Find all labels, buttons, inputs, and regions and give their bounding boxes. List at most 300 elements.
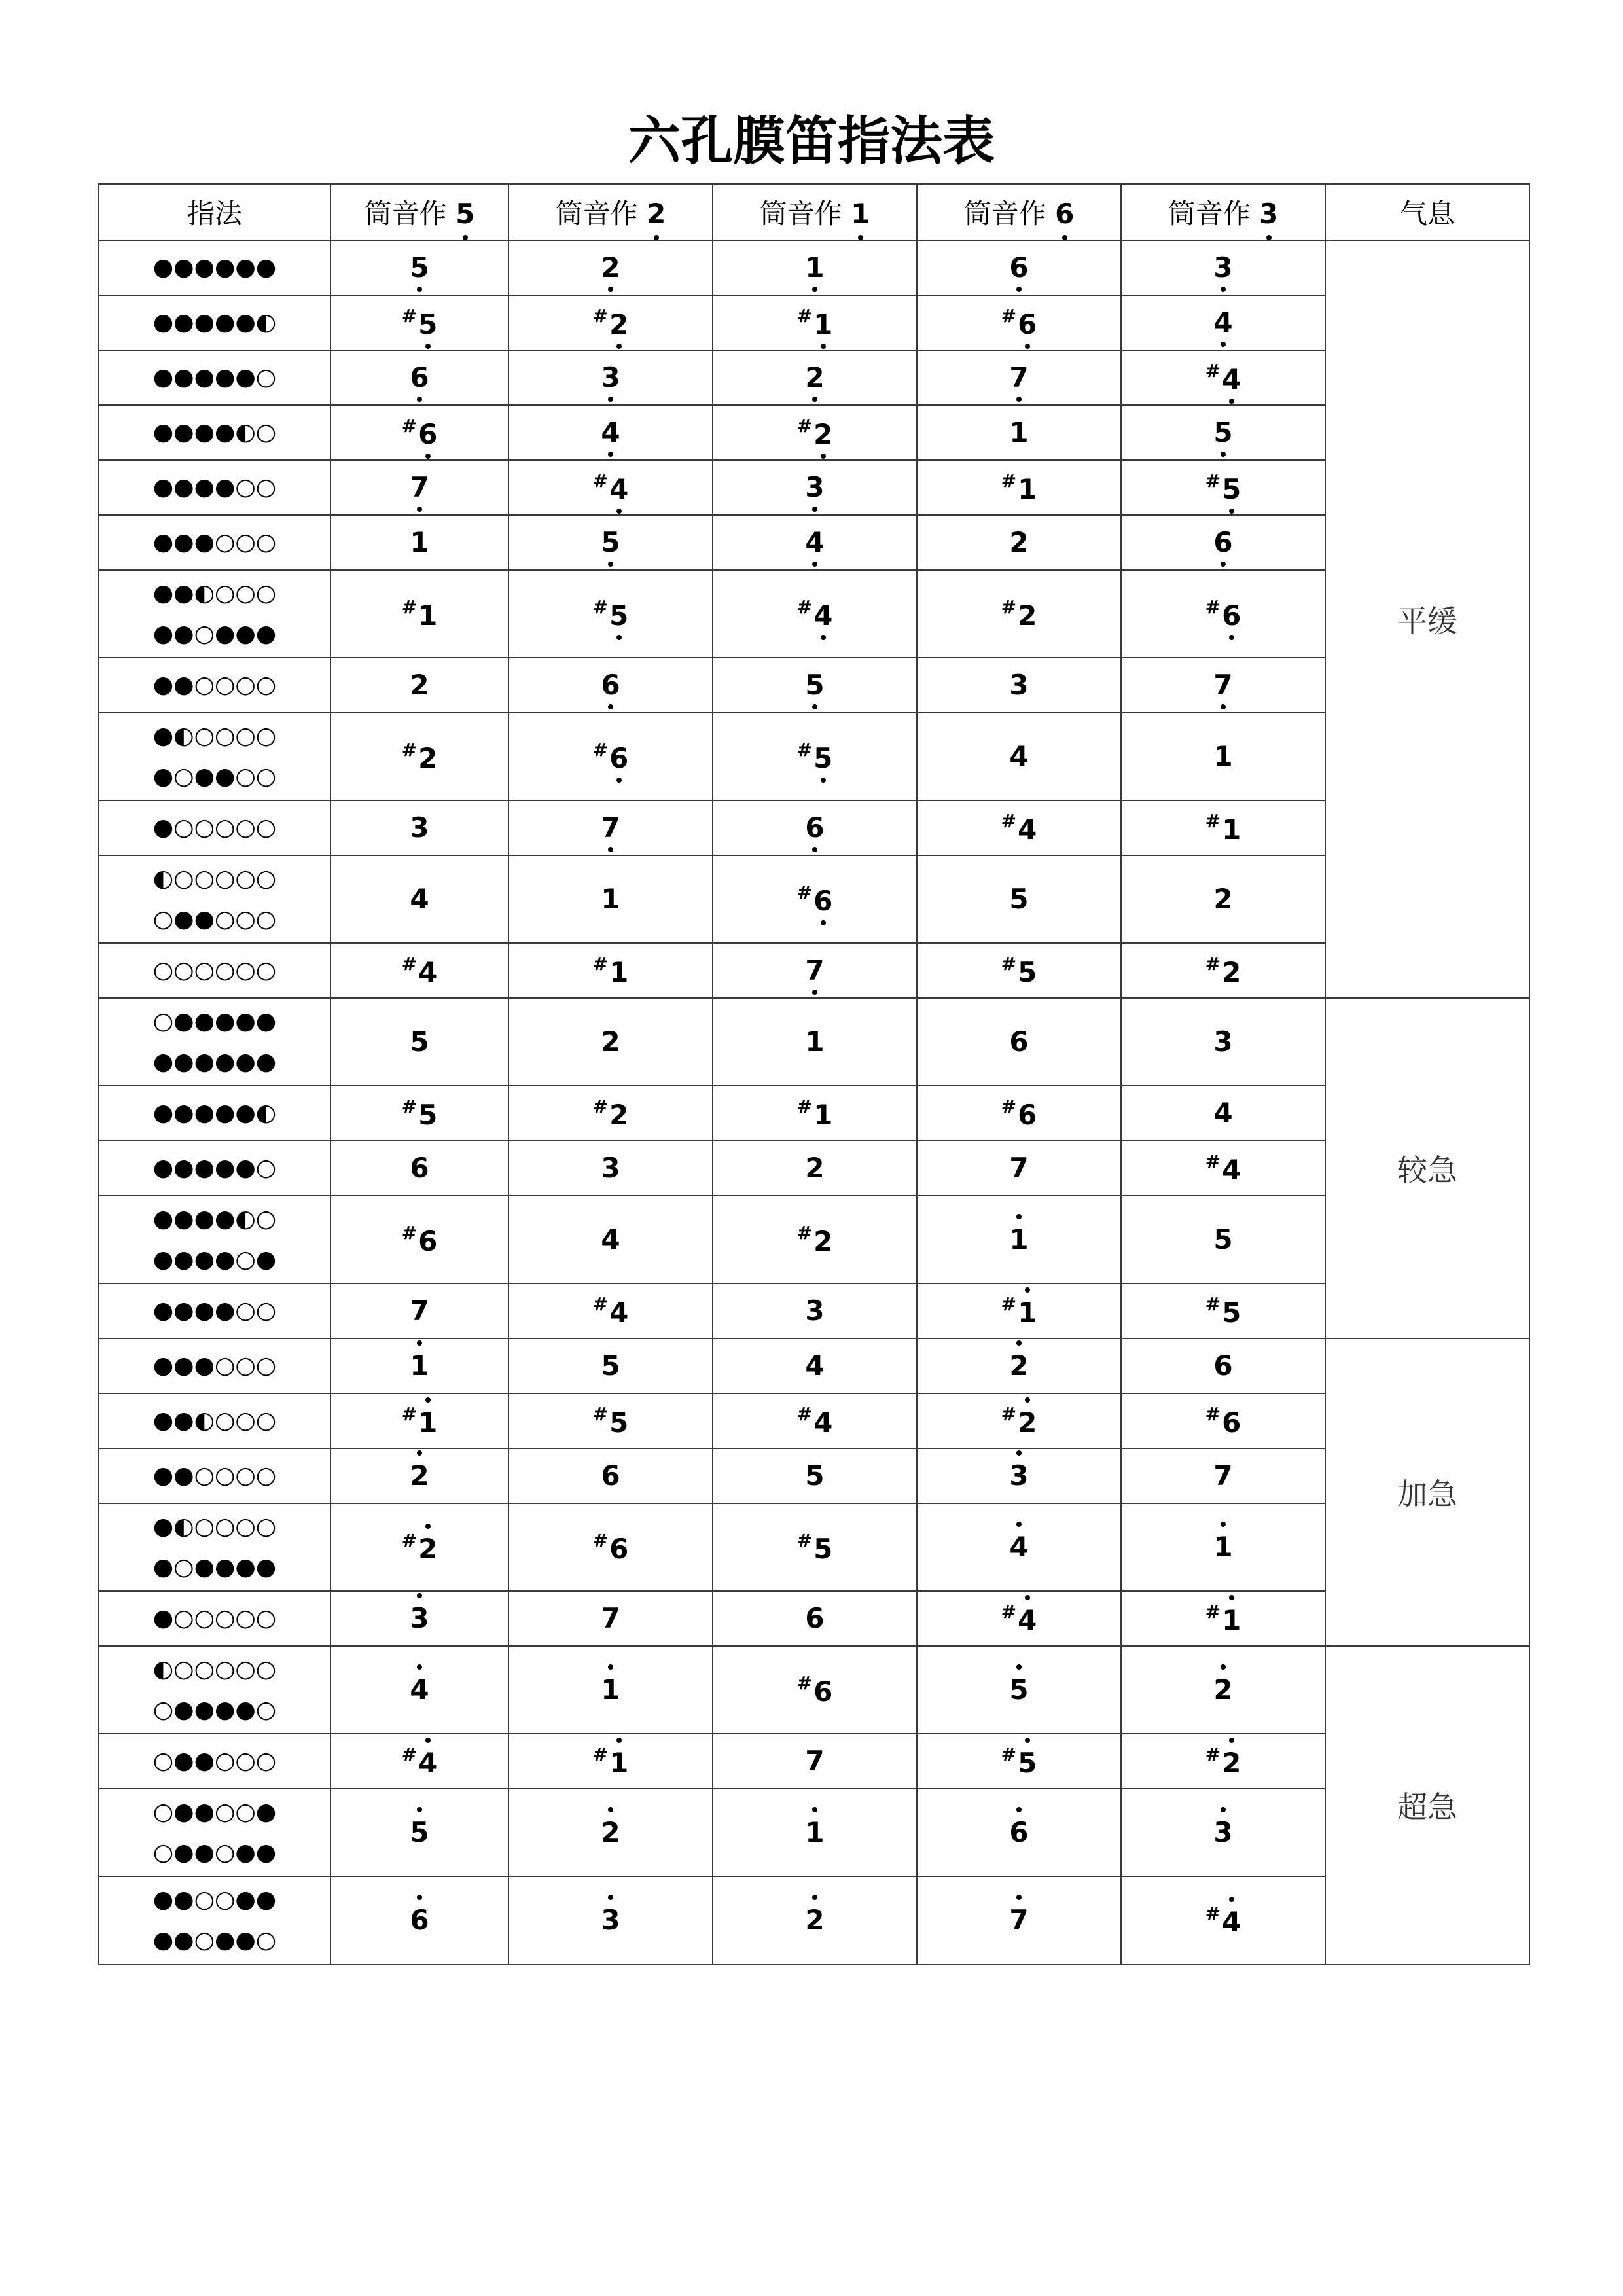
header-note-digit: 1 (851, 198, 870, 230)
note (1205, 812, 1241, 844)
note-digit: 3 (805, 1295, 825, 1327)
note (1009, 416, 1029, 448)
note (410, 669, 429, 701)
note-digit: 6 (609, 1533, 629, 1565)
note-digit: 2 (813, 1225, 833, 1257)
note-digit: 5 (418, 308, 438, 340)
note-cell (330, 240, 508, 295)
header-row (99, 184, 1529, 240)
note (1001, 307, 1037, 338)
note-digit: 2 (601, 1026, 620, 1058)
note-cell (508, 1646, 713, 1734)
sharp-sign: # (1205, 1403, 1221, 1425)
note-cell (713, 998, 917, 1086)
note-digit: 2 (609, 308, 629, 340)
note-cell (713, 1141, 917, 1196)
note (1009, 526, 1029, 558)
table-row (99, 1503, 1529, 1591)
fingering-cell (99, 1141, 330, 1196)
note-digit: 5 (410, 1816, 429, 1848)
note-digit: 6 (609, 742, 629, 774)
fingering-cell (99, 998, 330, 1086)
note-cell (1121, 658, 1325, 713)
note (805, 1745, 825, 1777)
note-cell (713, 658, 917, 713)
note-digit: 6 (418, 418, 438, 450)
note (402, 1224, 438, 1255)
fingering-cell (99, 1393, 330, 1448)
note-digit: 6 (1213, 1350, 1233, 1382)
note (1213, 526, 1233, 558)
header-key-1 (330, 184, 508, 240)
note-digit: 5 (1009, 883, 1029, 915)
note-digit: 6 (1222, 1407, 1241, 1439)
hole-pattern: ◐○○○○○ (152, 865, 277, 892)
sharp-sign: # (796, 1672, 813, 1694)
note (601, 251, 620, 283)
fingering-cell (99, 1448, 330, 1503)
note-digit: 6 (601, 669, 620, 701)
note-cell (1121, 1393, 1325, 1448)
note-cell (713, 405, 917, 460)
note-cell (1121, 1789, 1325, 1876)
note-digit: 1 (1213, 740, 1233, 772)
note-digit: 6 (410, 1152, 429, 1184)
note-cell (713, 460, 917, 515)
breath-cell: 平缓 (1325, 240, 1529, 998)
table-row (99, 855, 1529, 943)
note-digit: 7 (1009, 1904, 1029, 1936)
note-digit: 2 (601, 1816, 620, 1848)
note-digit: 6 (1018, 308, 1037, 340)
note-cell (330, 1789, 508, 1876)
hole-pattern: ○●●○○○ (152, 906, 277, 933)
note (601, 1676, 620, 1704)
table-row (99, 1086, 1529, 1141)
note-cell (1121, 1141, 1325, 1196)
hole-pattern: ●●●●●◐ (152, 1100, 277, 1126)
table-row (99, 800, 1529, 855)
note-cell (713, 1338, 917, 1393)
hole-pattern: ○●●●●○ (152, 1696, 277, 1723)
fingering-cell (99, 943, 330, 998)
hole-pattern: ●●●●◐○ (152, 1206, 277, 1232)
note-digit: 5 (1222, 473, 1241, 505)
note-digit: 5 (410, 1026, 429, 1058)
sharp-sign: # (1001, 953, 1017, 975)
note-digit: 7 (1009, 361, 1029, 393)
sharp-sign: # (592, 305, 609, 327)
note (410, 1352, 429, 1380)
note (410, 883, 429, 915)
note-cell (917, 570, 1121, 658)
fingering-cell (99, 1086, 330, 1141)
note-digit: 5 (1213, 1223, 1233, 1255)
note (1213, 251, 1233, 283)
fingering-cell (99, 570, 330, 658)
note-cell (917, 1086, 1121, 1141)
note-digit: 1 (813, 1099, 833, 1131)
hole-pattern: ●●●●◐○ (152, 419, 277, 446)
hole-pattern: ◐○○○○○ (152, 1656, 277, 1683)
note (1205, 1405, 1241, 1437)
note (1009, 1223, 1029, 1255)
hole-pattern: ●●●●●● (152, 254, 277, 281)
sharp-sign: # (401, 596, 418, 618)
note-cell (330, 570, 508, 658)
hole-pattern: ●●●●●● (152, 1049, 277, 1075)
note-cell (713, 1086, 917, 1141)
table-row (99, 1646, 1529, 1734)
sharp-sign: # (401, 305, 418, 327)
hole-pattern: ●●●●○○ (152, 1297, 277, 1324)
note (1001, 1295, 1037, 1327)
fingering-cell (99, 350, 330, 405)
note-digit: 5 (1222, 1297, 1241, 1329)
note (1213, 1462, 1232, 1490)
header-breath (1325, 184, 1529, 240)
header-note-digit: 3 (1259, 198, 1279, 230)
note-digit: 1 (1018, 1297, 1037, 1329)
note-digit: 3 (410, 1602, 429, 1634)
note (1213, 416, 1233, 448)
note (1009, 1028, 1028, 1056)
note (402, 1532, 438, 1563)
note (410, 1904, 429, 1936)
table-row (99, 405, 1529, 460)
note (797, 741, 833, 772)
note (1001, 472, 1037, 503)
note (797, 884, 833, 915)
note-digit: 7 (410, 1295, 429, 1327)
note (593, 1405, 629, 1437)
hole-pattern: ●○●●○○ (152, 763, 277, 790)
sharp-sign: # (1205, 360, 1221, 382)
note-cell (1121, 1876, 1325, 1964)
note-cell (713, 350, 917, 405)
sharp-sign: # (592, 739, 609, 761)
note-cell (330, 1393, 508, 1448)
note-digit: 7 (805, 1745, 825, 1777)
note-digit: 1 (1018, 473, 1037, 505)
note-cell (1121, 1646, 1325, 1734)
note (593, 741, 629, 772)
note-cell (713, 240, 917, 295)
note (797, 598, 833, 630)
note-digit: 2 (1222, 956, 1241, 988)
note-cell (713, 295, 917, 350)
hole-pattern: ●○○○○○ (152, 1605, 277, 1632)
note-digit: 6 (1222, 600, 1241, 632)
note-digit: 3 (601, 1904, 620, 1936)
note (402, 598, 438, 630)
table-row (99, 1789, 1529, 1876)
note-digit: 1 (1222, 1604, 1241, 1636)
note-digit: 3 (805, 471, 825, 503)
note-cell (1121, 1086, 1325, 1141)
sharp-sign: # (401, 415, 418, 437)
note-cell (713, 1734, 917, 1789)
note (1205, 362, 1241, 393)
note (797, 1405, 833, 1437)
note-digit: 5 (609, 600, 629, 632)
sharp-sign: # (1001, 1293, 1017, 1315)
note (805, 1462, 824, 1490)
note-digit: 1 (601, 1674, 620, 1706)
fingering-cell (99, 1283, 330, 1338)
note-cell (330, 1086, 508, 1141)
hole-pattern: ●○○○○○ (152, 814, 277, 841)
note (805, 1816, 825, 1848)
hole-pattern: ●●●●●◐ (152, 309, 277, 336)
note (1001, 598, 1037, 630)
hole-pattern: ●●○●●○ (152, 1927, 277, 1954)
hole-pattern: ○●●○●● (152, 1839, 277, 1866)
note (601, 416, 620, 448)
header-note-digit: 5 (455, 198, 475, 230)
note (593, 307, 629, 338)
sharp-sign: # (1001, 1601, 1017, 1623)
hole-pattern: ●●●●●○ (152, 1155, 277, 1181)
note-cell (917, 240, 1121, 295)
note-cell (330, 855, 508, 943)
sharp-sign: # (1205, 1601, 1221, 1623)
note-cell (330, 515, 508, 570)
header-note-digit: 6 (1055, 198, 1075, 230)
sharp-sign: # (592, 953, 609, 975)
table-row (99, 1448, 1529, 1503)
sharp-sign: # (1205, 1744, 1221, 1765)
fingering-cell (99, 1503, 330, 1591)
note-digit: 4 (1009, 740, 1029, 772)
note-digit: 4 (1222, 1154, 1241, 1186)
sharp-sign: # (796, 1403, 813, 1425)
note-cell (508, 405, 713, 460)
note-digit: 4 (1213, 306, 1233, 338)
header-note-digit: 2 (647, 198, 666, 230)
header-label: 筒音作 (963, 198, 1046, 230)
note-digit: 3 (1213, 1816, 1233, 1848)
note (410, 1028, 429, 1056)
note-cell (917, 1734, 1121, 1789)
note (1205, 1746, 1241, 1777)
fingering-cell (99, 800, 330, 855)
note-digit: 6 (410, 361, 429, 393)
note-cell (330, 1196, 508, 1283)
note-cell (713, 1591, 917, 1646)
note (1213, 1097, 1233, 1129)
note-digit: 5 (1213, 416, 1233, 448)
note-digit: 4 (418, 956, 438, 988)
header-note (1055, 198, 1074, 230)
note-digit: 2 (410, 1460, 429, 1492)
header-label: 气息 (1399, 198, 1455, 230)
note-digit: 3 (601, 1152, 620, 1184)
note (593, 1532, 629, 1563)
note-digit: 1 (1009, 416, 1029, 448)
header-label: 指法 (187, 198, 242, 230)
sharp-sign: # (592, 1744, 609, 1765)
sharp-sign: # (796, 739, 813, 761)
header-label: 筒音作 (555, 198, 638, 230)
note (593, 472, 629, 503)
fingering-cell (99, 240, 330, 295)
note-cell (330, 350, 508, 405)
table-row (99, 515, 1529, 570)
note-cell (508, 1876, 713, 1964)
note-cell (508, 800, 713, 855)
sharp-sign: # (401, 739, 418, 761)
header-key-2 (508, 184, 713, 240)
note-digit: 1 (1213, 1531, 1233, 1563)
note-cell (508, 515, 713, 570)
sharp-sign: # (1001, 1403, 1017, 1425)
note (1205, 598, 1241, 630)
note-digit: 2 (1009, 526, 1029, 558)
note-cell (917, 800, 1121, 855)
note-cell (1121, 240, 1325, 295)
note-digit: 6 (813, 885, 833, 917)
note-cell (330, 1734, 508, 1789)
note-digit: 5 (813, 1533, 833, 1565)
note (593, 955, 629, 986)
note-cell (330, 1283, 508, 1338)
hole-pattern: ○●●○○○ (152, 1748, 277, 1774)
note-cell (1121, 1196, 1325, 1283)
table-row (99, 1734, 1529, 1789)
note (1205, 1153, 1241, 1184)
note (410, 1816, 429, 1848)
note-cell (917, 713, 1121, 800)
note-digit: 4 (1222, 363, 1241, 395)
note-cell (713, 1646, 917, 1734)
note (402, 307, 438, 338)
note (1009, 1531, 1029, 1563)
note-digit: 6 (601, 1460, 620, 1492)
note (410, 814, 429, 842)
note (601, 526, 620, 558)
note (1009, 883, 1029, 915)
note-digit: 4 (410, 1674, 429, 1706)
note (1001, 1603, 1037, 1634)
note (410, 471, 429, 503)
note-digit: 4 (1018, 814, 1037, 846)
sharp-sign: # (592, 470, 609, 492)
fingering-cell (99, 1734, 330, 1789)
fingering-cell (99, 1876, 330, 1964)
hole-pattern: ○●●●●● (152, 1008, 277, 1035)
note-cell (508, 570, 713, 658)
note-cell (917, 460, 1121, 515)
sharp-sign: # (1205, 596, 1221, 618)
note-cell (508, 1789, 713, 1876)
note (402, 417, 438, 448)
header-note (455, 198, 474, 230)
note-digit: 6 (1009, 251, 1029, 283)
note (805, 1602, 825, 1634)
note (1213, 306, 1233, 338)
note-cell (508, 1503, 713, 1591)
sharp-sign: # (796, 1530, 813, 1551)
table-row (99, 658, 1529, 713)
breath-cell: 超急 (1325, 1646, 1529, 1964)
note-digit: 1 (601, 883, 620, 915)
note-cell (1121, 405, 1325, 460)
hole-pattern: ●◐○○○○ (152, 1513, 277, 1540)
note (1009, 1816, 1029, 1848)
note (410, 251, 429, 283)
note-cell (917, 1393, 1121, 1448)
note-cell (330, 800, 508, 855)
note-digit: 6 (805, 1602, 825, 1634)
note-cell (713, 1503, 917, 1591)
table-row (99, 460, 1529, 515)
note (601, 1028, 620, 1056)
hole-pattern: ●●○●●● (152, 620, 277, 647)
note-cell (1121, 295, 1325, 350)
note-digit: 4 (418, 1747, 438, 1779)
note-cell (330, 1448, 508, 1503)
note (601, 1462, 620, 1490)
sharp-sign: # (1205, 1903, 1221, 1924)
note-cell (713, 1196, 917, 1283)
note-digit: 1 (813, 308, 833, 340)
sharp-sign: # (796, 1222, 813, 1244)
note-cell (713, 855, 917, 943)
fingering-cell (99, 1646, 330, 1734)
note-cell (330, 1591, 508, 1646)
note-digit: 6 (1018, 1099, 1037, 1131)
note (1009, 1152, 1029, 1184)
note (805, 669, 825, 701)
note-digit: 2 (609, 1099, 629, 1131)
header-note (1259, 198, 1278, 230)
note (601, 814, 620, 842)
note (593, 1746, 629, 1777)
note (402, 1098, 438, 1129)
hole-pattern: ●◐○○○○ (152, 723, 277, 749)
sharp-sign: # (1001, 470, 1017, 492)
note (1205, 955, 1241, 986)
note-cell (1121, 1448, 1325, 1503)
note (1009, 1352, 1028, 1380)
note-cell (1121, 1283, 1325, 1338)
fingering-cell (99, 1789, 330, 1876)
note-digit: 4 (609, 1297, 629, 1329)
note-cell (917, 998, 1121, 1086)
note-digit: 7 (1009, 1152, 1029, 1184)
note (402, 1405, 438, 1437)
sharp-sign: # (592, 1530, 609, 1551)
note (601, 1352, 620, 1380)
note-digit: 1 (418, 1407, 438, 1439)
note-cell (917, 1448, 1121, 1503)
note-cell (1121, 460, 1325, 515)
note (601, 1816, 620, 1848)
note-digit: 2 (1222, 1747, 1241, 1779)
note (601, 883, 620, 915)
note-digit: 6 (1009, 1816, 1029, 1848)
hole-pattern: ●○●●●● (152, 1554, 277, 1581)
fingering-cell (99, 460, 330, 515)
note (1001, 1405, 1037, 1437)
note-cell (713, 1448, 917, 1503)
note-cell (917, 1876, 1121, 1964)
table-row (99, 1393, 1529, 1448)
note (1213, 1816, 1233, 1848)
note-digit: 3 (1009, 669, 1029, 701)
note (1213, 1531, 1233, 1563)
